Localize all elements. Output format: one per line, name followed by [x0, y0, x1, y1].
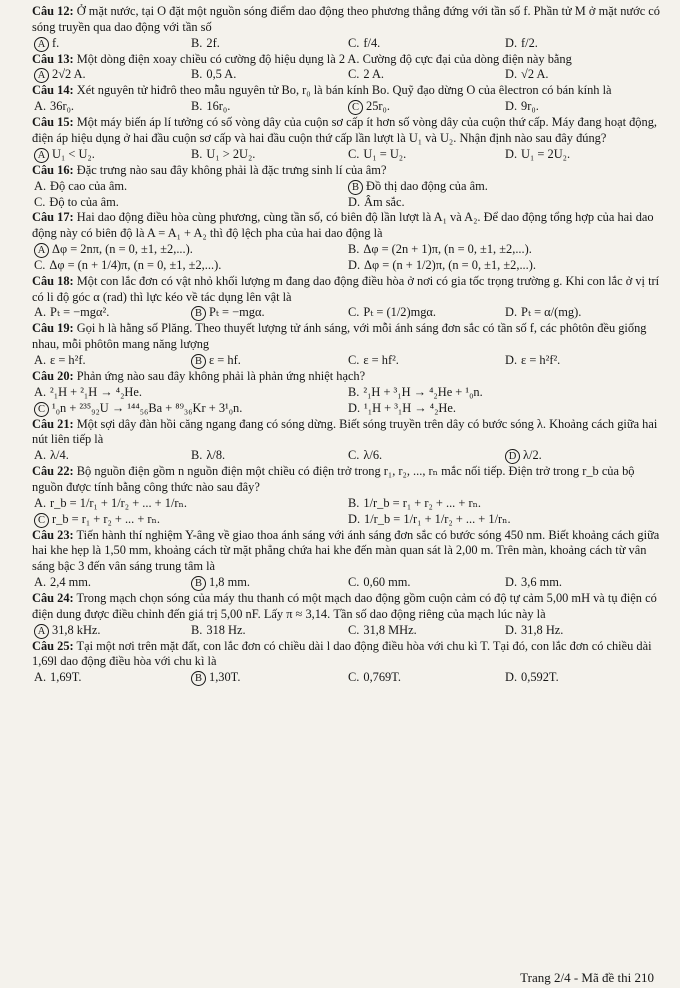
answer-text: Pₜ = α/(mg). — [521, 305, 582, 320]
question-text: Đặc trưng nào sau đây không phải là đặc trưng sinh lí của âm? — [76, 162, 387, 177]
question — [32, 83, 660, 115]
answer-option — [503, 305, 660, 321]
question — [32, 274, 660, 322]
answer-text: ε = h²f. — [50, 352, 86, 367]
answer-label: D. — [505, 146, 518, 161]
answer-label: B. — [348, 241, 360, 256]
answer-label: C. — [348, 305, 360, 320]
question-stem — [32, 210, 660, 242]
answer-label: C. — [34, 257, 46, 272]
answer-option — [189, 67, 346, 83]
answer-option — [189, 99, 346, 115]
answer-option — [32, 670, 189, 686]
answer-text: 318 Hz. — [206, 622, 246, 637]
question-number: Câu 21: — [32, 416, 74, 431]
answer-option — [346, 305, 503, 321]
answer-option — [503, 353, 660, 369]
selected-answer-label: A — [34, 68, 49, 83]
answer-option — [32, 305, 189, 321]
answer-label: A. — [34, 670, 47, 685]
question — [32, 528, 660, 591]
selected-answer-label: B — [191, 306, 206, 321]
answer-text: Đồ thị dao động của âm. — [366, 178, 488, 193]
answer-label: C. — [34, 194, 46, 209]
question-number: Câu 12: — [32, 4, 74, 18]
answer-option — [346, 195, 660, 211]
answer-options — [32, 385, 660, 417]
answer-option — [346, 147, 503, 163]
answer-options — [32, 179, 660, 211]
answer-option — [32, 496, 346, 512]
answer-option — [32, 353, 189, 369]
answer-label: B. — [191, 35, 203, 50]
answer-option — [346, 623, 503, 639]
answer-text: Δφ = (n + 1/4)π, (n = 0, ±1, ±2,...). — [49, 257, 222, 272]
answer-text: 0,5 A. — [206, 67, 237, 82]
answer-text: Pₜ = −mgα². — [50, 305, 110, 320]
answer-label: D. — [505, 670, 518, 685]
answer-label: D. — [505, 99, 518, 114]
answer-options — [32, 36, 660, 52]
question — [32, 52, 660, 84]
answer-text: ε = h²f². — [521, 352, 561, 367]
question — [32, 163, 660, 211]
answer-option — [346, 401, 660, 417]
answer-text: Pₜ = −mgα. — [209, 305, 265, 320]
answer-text: Δφ = 2nπ, (n = 0, ±1, ±2,...). — [52, 241, 193, 256]
answer-option — [32, 179, 346, 195]
answer-label: A. — [34, 495, 47, 510]
answer-option — [32, 512, 346, 528]
answer-label: D. — [348, 257, 361, 272]
question-stem — [32, 464, 660, 496]
answer-label: B. — [191, 622, 203, 637]
question — [32, 464, 660, 527]
answer-label: D. — [505, 35, 518, 50]
selected-answer-label: A — [34, 243, 49, 258]
question-number: Câu 17: — [32, 210, 74, 225]
selected-answer-label: D — [505, 449, 520, 464]
answer-option — [189, 575, 346, 591]
answer-option — [346, 385, 660, 401]
answer-text: √2 A. — [521, 67, 549, 82]
question-number: Câu 18: — [32, 273, 74, 288]
question — [32, 210, 660, 273]
answer-option — [32, 401, 346, 417]
answer-option — [32, 195, 346, 211]
question-number: Câu 15: — [32, 115, 74, 130]
answer-label: D. — [505, 352, 518, 367]
selected-answer-label: C — [34, 402, 49, 417]
selected-answer-label: C — [348, 100, 363, 115]
question — [32, 4, 660, 52]
answer-label: A. — [34, 352, 47, 367]
answer-options — [32, 670, 660, 686]
answer-option — [346, 179, 660, 195]
answer-option — [346, 512, 660, 528]
answer-option — [346, 258, 660, 274]
question-stem — [32, 321, 660, 353]
question-number: Câu 13: — [32, 51, 74, 66]
answer-label: D. — [505, 574, 518, 589]
question-stem — [32, 163, 660, 179]
answer-label: B. — [191, 448, 203, 463]
answer-text: r_b = 1/r₁ + 1/r₂ + ... + 1/rₙ. — [50, 495, 187, 510]
answer-label: D. — [505, 622, 518, 637]
answer-label: A. — [34, 448, 47, 463]
answer-option — [32, 67, 189, 83]
question — [32, 115, 660, 163]
question — [32, 639, 660, 687]
selected-answer-label: C — [34, 513, 49, 528]
question-text: Bộ nguồn điện gồm n nguồn điện một chiều có điện trở trong r₁, r₂, ..., rₙ mắc nối tiếp. Điện trở trong r_b của bộ nguồn được tính bằng công thức nào sau đây? — [32, 464, 635, 494]
answer-option — [503, 67, 660, 83]
answer-text: ¹₁H + ³₁H → ⁴₂He. — [364, 400, 456, 415]
selected-answer-label: A — [34, 148, 49, 163]
question-text: Một sợi dây đàn hồi căng ngang đang có sóng dừng. Biết sóng truyền trên dây có bước sóng λ. Khoảng cách giữa hai nút liên tiếp là — [32, 416, 658, 447]
question-text: Gọi h là hằng số Plăng. Theo thuyết lượng tử ánh sáng, với mỗi ánh sáng đơn sắc có tần số f, các phôtôn đều giống nhau, mỗi phôtôn mang năng lượng — [32, 321, 647, 352]
answer-label: D. — [505, 305, 518, 320]
answer-text: λ/2. — [523, 448, 542, 463]
answer-option — [189, 670, 346, 686]
answer-text: 2√2 A. — [52, 67, 86, 82]
answer-option — [346, 670, 503, 686]
question-stem — [32, 639, 660, 671]
question-stem — [32, 4, 660, 36]
question-text: Ở mặt nước, tại O đặt một nguồn sóng điểm dao động theo phương thẳng đứng với tần số f. Phần tử M ở mặt nước có sóng truyền qua dao động với tần số — [32, 4, 660, 34]
question-text: Một máy biến áp lí tưởng có số vòng dây của cuộn sơ cấp ít hơn số vòng dây của cuộn thứ cấp. Máy đang hoạt động, điện áp hiệu dụng ở hai đầu cuộn sơ cấp và hai đầu cuộn thứ cấp lần lượt là U₁ và U₂. Nhận định nào sau đây đúng? — [32, 115, 657, 145]
answer-label: A. — [34, 99, 47, 114]
question-text: Xét nguyên tử hiđrô theo mẫu nguyên tử Bo, r₀ là bán kính Bo. Quỹ đạo dừng O của êlectron có bán kính là — [76, 83, 612, 98]
answer-text: Độ to của âm. — [49, 194, 119, 209]
question-list — [32, 4, 660, 686]
question-stem — [32, 591, 660, 623]
answer-options — [32, 147, 660, 163]
question-number: Câu 24: — [32, 590, 74, 605]
answer-text: 0,769T. — [363, 670, 401, 685]
answer-text: Δφ = (n + 1/2)π, (n = 0, ±1, ±2,...). — [364, 257, 536, 272]
selected-answer-label: B — [191, 354, 206, 369]
answer-text: Độ cao của âm. — [50, 178, 128, 193]
question-stem — [32, 83, 660, 99]
answer-text: 36r₀. — [50, 99, 74, 114]
answer-option — [32, 36, 189, 52]
answer-option — [32, 242, 346, 258]
answer-label: C. — [348, 574, 360, 589]
answer-text: 2,4 mm. — [50, 574, 92, 589]
answer-text: f/2. — [521, 35, 538, 50]
answer-text: Pₜ = (1/2)mgα. — [363, 305, 437, 320]
question — [32, 369, 660, 417]
answer-text: 2f. — [206, 35, 220, 50]
question-number: Câu 16: — [32, 162, 74, 177]
answer-options — [32, 67, 660, 83]
answer-text: 1/r_b = r₁ + r₂ + ... + rₙ. — [363, 495, 482, 510]
answer-option — [503, 147, 660, 163]
answer-option — [32, 448, 189, 464]
answer-text: f/4. — [363, 35, 381, 50]
answer-label: B. — [191, 146, 203, 161]
answer-options — [32, 353, 660, 369]
answer-option — [346, 242, 660, 258]
question-text: Phản ứng nào sau đây không phải là phản ứng nhiệt hạch? — [76, 368, 366, 383]
selected-answer-label: B — [191, 576, 206, 591]
answer-text: ²₁H + ³₁H → ⁴₂He + ¹₀n. — [363, 384, 483, 399]
answer-text: 0,60 mm. — [363, 574, 411, 589]
answer-option — [346, 36, 503, 52]
answer-options — [32, 242, 660, 274]
answer-option — [346, 67, 503, 83]
question-text: Hai dao động điều hòa cùng phương, cùng tần số, có biên độ lần lượt là A₁ và A₂. Để dao động tổng hợp của hai dao động này có biên độ là A = A₁ + A₂ thì độ lệch pha của hai dao động là — [32, 210, 654, 241]
answer-text: U₁ > 2U₂. — [206, 146, 256, 161]
question-stem — [32, 369, 660, 385]
question-stem — [32, 52, 660, 68]
answer-option — [503, 575, 660, 591]
answer-text: 9r₀. — [521, 99, 539, 114]
question-number: Câu 20: — [32, 368, 74, 383]
answer-label: B. — [191, 99, 203, 114]
question — [32, 321, 660, 369]
answer-label: A. — [34, 178, 47, 193]
answer-label: D. — [348, 511, 361, 526]
answer-option — [503, 99, 660, 115]
answer-option — [503, 448, 660, 464]
answer-text: U₁ = 2U₂. — [521, 146, 571, 161]
answer-label: C. — [348, 448, 360, 463]
answer-label: C. — [348, 67, 360, 82]
answer-label: C. — [348, 670, 360, 685]
answer-option — [503, 670, 660, 686]
answer-text: 31,8 kHz. — [52, 622, 101, 637]
answer-label: C. — [348, 146, 360, 161]
answer-text: r_b = r₁ + r₂ + ... + rₙ. — [52, 511, 161, 526]
question-number: Câu 14: — [32, 83, 74, 98]
question-text: Tiến hành thí nghiệm Y-âng về giao thoa ánh sáng với ánh sáng đơn sắc có bước sóng 450 nm. Biết khoảng cách giữa hai khe hẹp là 1,50 mm, khoảng cách từ mặt phẳng chứa hai khe đến màn quan sát là 2,00 m. Trên màn, khoảng cách từ vân sáng bậc 3 đến vân sáng trung tâm là — [32, 527, 660, 574]
question-stem — [32, 115, 660, 147]
answer-text: 31,8 MHz. — [363, 622, 417, 637]
answer-text: ε = hf². — [363, 352, 399, 367]
answer-option — [189, 36, 346, 52]
answer-text: ε = hf. — [209, 352, 241, 367]
selected-answer-label: B — [348, 180, 363, 195]
answer-option — [189, 353, 346, 369]
answer-text: 1,69T. — [50, 670, 82, 685]
answer-option — [346, 353, 503, 369]
answer-text: 1,30T. — [209, 670, 241, 685]
question-stem — [32, 528, 660, 575]
answer-label: B. — [348, 495, 360, 510]
answer-label: C. — [348, 352, 360, 367]
answer-label: A. — [34, 574, 47, 589]
answer-label: A. — [34, 305, 47, 320]
answer-option — [189, 147, 346, 163]
question-number: Câu 23: — [32, 527, 74, 542]
question-text: Tại một nơi trên mặt đất, con lắc đơn có chiều dài l dao động điều hòa với chu kì T. Tại đó, con lắc đơn có chiều dài 1,69l dao động điều hòa với chu kì là — [32, 638, 652, 669]
answer-text: Δφ = (2n + 1)π, (n = 0, ±1, ±2,...). — [363, 241, 532, 256]
selected-answer-label: A — [34, 37, 49, 52]
answer-text: U₁ = U₂. — [363, 146, 407, 161]
answer-text: U₁ < U₂. — [52, 146, 95, 161]
answer-label: C. — [348, 35, 360, 50]
answer-option — [32, 99, 189, 115]
answer-label: B. — [348, 384, 360, 399]
answer-label: C. — [348, 622, 360, 637]
answer-label: D. — [348, 400, 361, 415]
answer-option — [32, 147, 189, 163]
answer-text: λ/8. — [206, 448, 226, 463]
question-stem — [32, 417, 660, 449]
question-text: Một dòng điện xoay chiều có cường độ hiệu dụng là 2 A. Cường độ cực đại của dòng điện này bằng — [76, 51, 572, 66]
answer-option — [189, 623, 346, 639]
answer-option — [503, 36, 660, 52]
answer-text: 2 A. — [363, 67, 385, 82]
answer-text: 31,8 Hz. — [521, 622, 564, 637]
question-number: Câu 19: — [32, 321, 74, 336]
answer-option — [346, 99, 503, 115]
answer-text: ¹₀n + ²³⁵₉₂U → ¹⁴⁴₅₆Ba + ⁸⁹₃₆Kr + 3¹₀n. — [52, 400, 243, 415]
answer-label: D. — [505, 67, 518, 82]
selected-answer-label: B — [191, 671, 206, 686]
answer-options — [32, 623, 660, 639]
answer-text: Âm sắc. — [364, 194, 405, 209]
answer-label: B. — [191, 67, 203, 82]
answer-label: A. — [34, 384, 47, 399]
answer-text: f. — [52, 35, 60, 50]
answer-option — [346, 575, 503, 591]
answer-text: λ/4. — [50, 448, 69, 463]
question-text: Trong mạch chọn sóng của máy thu thanh có một mạch dao động gồm cuộn cảm có độ tự cảm 5,00 mH và tụ điện có điện dung được điều chỉnh đến giá trị 5,00 nF. Lấy π ≈ 3,14. Tần số dao động riêng của mạch lúc này là — [32, 590, 657, 621]
question-text: Một con lắc đơn có vật nhỏ khối lượng m đang dao động điều hòa ở nơi có gia tốc trọng trường g. Khi con lắc ở vị trí có li độ góc α (rad) thì lực kéo về tác dụng lên vật là — [32, 273, 660, 304]
answer-text: 0,592T. — [521, 670, 559, 685]
answer-text: 25r₀. — [366, 99, 390, 114]
answer-options — [32, 305, 660, 321]
answer-label: D. — [348, 194, 361, 209]
answer-text: λ/6. — [363, 448, 383, 463]
answer-text: ²₁H + ²₁H → ⁴₂He. — [50, 384, 142, 399]
answer-option — [189, 448, 346, 464]
answer-options — [32, 99, 660, 115]
answer-option — [503, 623, 660, 639]
question-number: Câu 25: — [32, 638, 74, 653]
answer-option — [32, 575, 189, 591]
question-number: Câu 22: — [32, 464, 74, 479]
answer-options — [32, 496, 660, 528]
answer-options — [32, 448, 660, 464]
answer-option — [346, 448, 503, 464]
page-footer: Trang 2/4 - Mã đề thi 210 — [520, 970, 654, 985]
answer-text: 1/r_b = 1/r₁ + 1/r₂ + ... + 1/rₙ. — [364, 511, 511, 526]
answer-options — [32, 575, 660, 591]
selected-answer-label: A — [34, 624, 49, 639]
answer-option — [32, 623, 189, 639]
question — [32, 591, 660, 639]
question — [32, 417, 660, 465]
answer-option — [32, 258, 346, 274]
answer-option — [32, 385, 346, 401]
question-stem — [32, 274, 660, 306]
answer-text: 16r₀. — [206, 99, 231, 114]
answer-text: 1,8 mm. — [209, 574, 250, 589]
answer-option — [346, 496, 660, 512]
answer-text: 3,6 mm. — [521, 574, 563, 589]
answer-option — [189, 305, 346, 321]
